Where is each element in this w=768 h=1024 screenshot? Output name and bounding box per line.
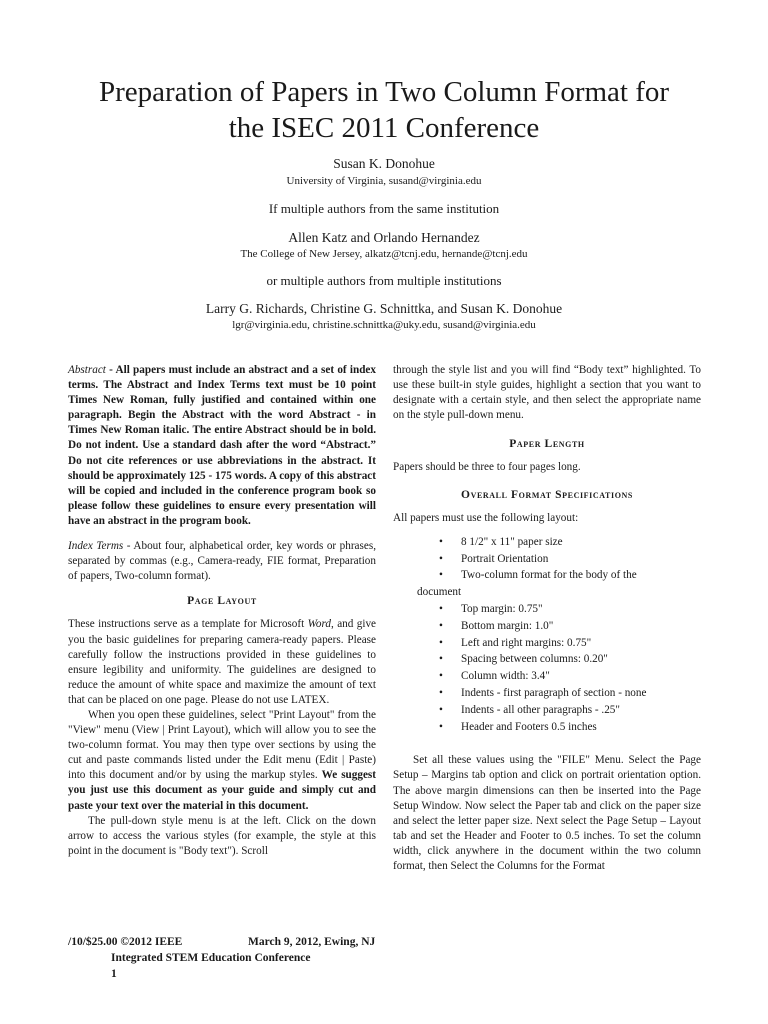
list-item: • Portrait Orientation	[393, 551, 701, 568]
paragraph-paper-length: Papers should be three to four pages long.	[393, 461, 581, 474]
abstract	[68, 363, 376, 529]
author-note-same-institution: If multiple authors from the same institution	[268, 201, 500, 216]
heading-page-layout: Page Layout	[187, 595, 257, 608]
index-terms-lead: Index Terms	[68, 540, 124, 553]
paragraph-style-continued: through the style list and you will find “Body text” highlighted. To use these built-in style guides, highlight a section that you want to designate with a certain style, and then select the appropriate name on the style pull-down menu.	[393, 364, 701, 422]
abstract-text: - All papers must include an abstract and a set of index terms. The Abstract and Index Terms text must be 10 point Times New Roman, fully justified and contained within one paragraph. Begin the Abstract with the word Abstract - in Times New Roman italic. The entire Abstract should be in bold. Do not indent. Use a standard dash after the word “Abstract.” Do not cite references or use abbreviations in the abstract. It should be approximately 125 - 175 words. A copy of this abstract will be copied and included in the conference program book so please follow these guidelines to ensure every presentation will have an abstract in the program book.	[68, 364, 376, 527]
heading-overall-format: Overall Format Specifications	[461, 488, 633, 501]
index-terms	[68, 539, 376, 584]
paragraph-template-text-a: These instructions serve as a template for Microsoft	[68, 618, 308, 631]
left-column	[68, 363, 376, 859]
paragraph-print-layout-text: When you open these guidelines, select "Print Layout" from the "View" menu (View | Print Layout), which will allow you to see the two-column format. You may then type over sections by using the cut and paste commands listed under the Edit menu (Edit | Paste) into this document and/or by using the markup styles.	[68, 708, 376, 782]
paragraph-page-setup: Set all these values using the "FILE" Menu. Select the Page Setup – Margins tab option and click on portrait orientation option. The above margin dimensions can then be inserted into the Page Setup Window. Now select the Paper tab and click on the paper size and select the letter paper size. Next select the Page Setup – Layout tab and set the Header and Footer to 0.5 inches. To set the column width, click anywhere in the document within the two column format, then Select the Columns for the Format	[393, 754, 701, 872]
list-item	[393, 567, 701, 601]
footer-row-1	[68, 934, 376, 950]
author-3-emails: lgr@virginia.edu, christine.schnittka@uky.edu, susand@virginia.edu	[232, 319, 536, 331]
footer-code: /10/$25.00 ©2012 IEEE	[68, 936, 183, 948]
paragraph-style-menu: The pull-down style menu is at the left. Click on the down arrow to access the various styles (for example, the style at this point in the document is "Body text"). Scroll	[68, 814, 376, 857]
index-terms-text: - About four, alphabetical order, key words or phrases, separated by commas (e.g., Camera-ready, FIE format, Preparation of papers, Two-column format).	[68, 540, 376, 583]
layout-list	[393, 534, 701, 736]
author-2-name: Allen Katz and Orlando Hernandez	[288, 230, 480, 245]
paragraph-layout-intro: All papers must use the following layout:	[393, 511, 579, 524]
list-item: • Header and Footers 0.5 inches	[393, 719, 701, 736]
paragraph-print-layout-bold: We suggest you just use this document as your guide and simply cut and paste your text over the material in this document.	[68, 769, 376, 812]
list-item: • Left and right margins: 0.75"	[393, 635, 701, 652]
title-line-2: the ISEC 2011 Conference	[228, 112, 540, 144]
list-item-text: Two-column format for the body of the	[461, 569, 637, 582]
list-item-continuation: document	[417, 586, 462, 599]
footer-conference: Integrated STEM Education Conference	[111, 952, 311, 964]
paragraph-template-text-b: , and give you the basic guidelines for preparing camera-ready papers. Please carefully follow the instructions provided in these guidelines to ensure legibility and uniformity. The guidelines are designed to reduce the amount of white space and maximize the amount of text that can be placed on one page. Please do not use LATEX.	[68, 618, 376, 706]
list-item: • 8 1/2" x 11" paper size	[393, 534, 701, 551]
paragraph-template	[68, 617, 376, 708]
paper-title	[40, 74, 728, 146]
author-1-affiliation: University of Virginia, susand@virginia.edu	[286, 175, 482, 187]
author-2-affiliation: The College of New Jersey, alkatz@tcnj.edu, hernande@tcnj.edu	[240, 248, 528, 260]
author-3-names: Larry G. Richards, Christine G. Schnittka, and Susan K. Donohue	[205, 301, 563, 316]
author-note-multiple-institutions: or multiple authors from multiple institutions	[266, 273, 502, 288]
list-item: • Column width: 3.4"	[393, 668, 701, 685]
right-column	[393, 363, 701, 874]
footer-page-number: 1	[111, 968, 117, 980]
author-1-name: Susan K. Donohue	[333, 156, 435, 171]
title-line-1: Preparation of Papers in Two Column Format for	[98, 76, 670, 108]
list-item: • Spacing between columns: 0.20"	[393, 651, 701, 668]
list-item: • Indents - first paragraph of section - none	[393, 685, 701, 702]
abstract-lead: Abstract	[68, 364, 106, 376]
heading-paper-length: Paper Length	[509, 438, 585, 451]
list-item: • Indents - all other paragraphs - .25"	[393, 702, 701, 719]
word-italic: Word	[307, 618, 332, 631]
page-footer	[68, 934, 376, 982]
list-item: • Top margin: 0.75"	[393, 601, 701, 618]
list-item: • Bottom margin: 1.0"	[393, 618, 701, 635]
footer-date: March 9, 2012, Ewing, NJ	[248, 936, 376, 948]
paragraph-print-layout	[68, 708, 376, 814]
